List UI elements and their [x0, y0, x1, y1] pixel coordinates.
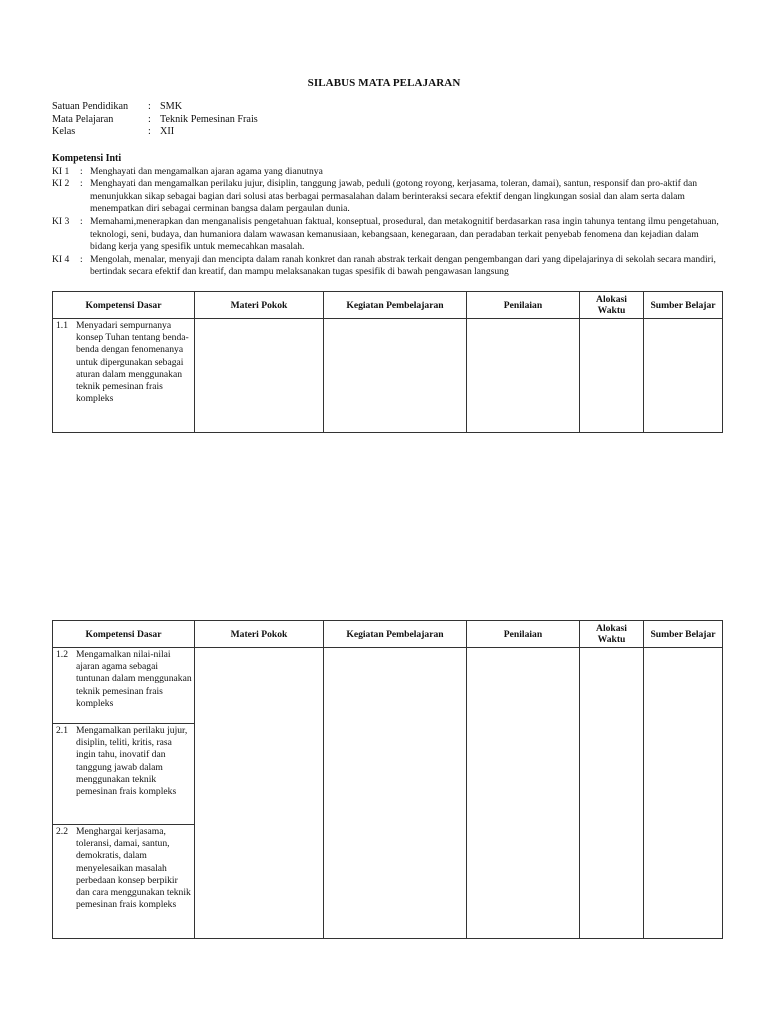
- kd-number: 1.2: [56, 649, 68, 660]
- ki-text: Menghayati dan mengamalkan perilaku jujur, disiplin, tanggung jawab, peduli (gotong royong, kerjasama, toleran, damai), santun, responsif dan pro-aktif dan menunjukkan sikap sebagai bagian dari solusi atas berbagai permasalahan dalam berinteraksi secara efektif dengan lingkungan sosial dan alam serta dalam menempatkan diri sebagai cerminan bangsa dalam pergaulan dunia.: [90, 178, 698, 215]
- header-kompetensi-dasar: Kompetensi Dasar: [53, 621, 195, 648]
- header-sumber-belajar: Sumber Belajar: [644, 292, 723, 319]
- ki-label: KI 4: [52, 253, 70, 265]
- meta-label: Kelas: [52, 126, 76, 137]
- table-row: [53, 319, 723, 433]
- meta-value: SMK: [160, 101, 183, 112]
- ki-colon: :: [80, 165, 83, 177]
- meta-value: XII: [160, 126, 175, 137]
- kompetensi-inti-section: [52, 153, 722, 279]
- ki-label: KI 3: [52, 215, 70, 227]
- ki-text: Memahami,menerapkan dan menganalisis pengetahuan faktual, konseptual, prosedural, dan metakognitif berdasarkan rasa ingin tahunya tentang ilmu pengetahuan, teknologi, seni, budaya, dan humaniora dalam wawasan kemanusiaan, kebangsaan, kenegaraan, dan peradaban terkait penyebab fenomena dan kejadian dalam bidang kerja yang spesifik untuk memecahkan masalah.: [90, 215, 719, 253]
- header-kegiatan-pembelajaran: Kegiatan Pembelajaran: [324, 292, 467, 319]
- materi-cell: [195, 648, 324, 939]
- alokasi-cell: [580, 319, 644, 433]
- header-penilaian: Penilaian: [467, 292, 580, 319]
- kegiatan-cell: [324, 319, 467, 433]
- kompetensi-inti-heading: Kompetensi Inti: [52, 153, 122, 164]
- penilaian-cell: [467, 648, 580, 939]
- kd-text: Mengamalkan perilaku jujur, disiplin, teliti, kritis, rasa ingin tahu, inovatif dan tanggung jawab dalam menggunakan teknik pemesinan frais kompleks: [76, 725, 188, 798]
- ki-item: [52, 216, 722, 254]
- table-row: [53, 648, 723, 724]
- meta-colon: :: [148, 113, 151, 125]
- header-kompetensi-dasar: Kompetensi Dasar: [53, 292, 195, 319]
- meta-value: Teknik Pemesinan Frais: [160, 113, 258, 125]
- ki-colon: :: [80, 215, 83, 227]
- ki-item: [52, 254, 722, 279]
- alokasi-cell: [580, 648, 644, 939]
- identity-block: [52, 101, 258, 139]
- header-alokasi-waktu: Alokasi Waktu: [580, 292, 644, 319]
- meta-row-satuan: [52, 101, 258, 114]
- kd-number: 2.2: [56, 826, 68, 837]
- meta-row-kelas: [52, 126, 258, 139]
- kd-number: 1.1: [56, 320, 68, 331]
- ki-text: Mengolah, menalar, menyaji dan mencipta dalam ranah konkret dan ranah abstrak terkait dengan pengembangan dari yang dipelajarinya di sekolah secara mandiri, bertindak secara efektif dan kreatif, dan mampu melaksanakan tugas spesifik di bawah pengawasan langsung: [90, 253, 716, 278]
- table-header-row: [53, 621, 723, 648]
- page-title: SILABUS MATA PELAJARAN: [307, 77, 461, 89]
- header-alokasi-waktu: Alokasi Waktu: [580, 621, 644, 648]
- meta-label: Mata Pelajaran: [52, 113, 114, 125]
- header-sumber-belajar: Sumber Belajar: [644, 621, 723, 648]
- sumber-cell: [644, 648, 723, 939]
- meta-colon: :: [148, 126, 151, 137]
- header-kegiatan-pembelajaran: Kegiatan Pembelajaran: [324, 621, 467, 648]
- sumber-cell: [644, 319, 723, 433]
- kd-text: Menghargai kerjasama, toleransi, damai, santun, demokratis, dalam menyelesaikan masalah perbedaan konsep berpikir dan cara menggunakan teknik pemesinan frais kompleks: [76, 826, 191, 911]
- header-materi-pokok: Materi Pokok: [195, 292, 324, 319]
- syllabus-table-1: [52, 291, 723, 433]
- kd-text: Mengamalkan nilai-nilai ajaran agama sebagai tuntunan dalam menggunakan teknik pemesinan frais kompleks: [76, 649, 192, 709]
- header-materi-pokok: Materi Pokok: [195, 621, 324, 648]
- ki-label: KI 2: [52, 178, 70, 190]
- kd-number: 2.1: [56, 725, 68, 736]
- kegiatan-cell: [324, 648, 467, 939]
- kd-cell: [53, 319, 195, 433]
- kd-cell: [53, 724, 195, 825]
- header-penilaian: Penilaian: [467, 621, 580, 648]
- ki-item: [52, 178, 722, 216]
- kd-text: Menyadari sempurnanya konsep Tuhan tentang benda-benda dengan fenomenanya untuk dipergunakan sebagai aturan dalam menggunakan teknik pemesinan frais kompleks: [76, 320, 189, 405]
- kd-cell: [53, 825, 195, 939]
- materi-cell: [195, 319, 324, 433]
- ki-text: Menghayati dan mengamalkan ajaran agama yang dianutnya: [90, 165, 323, 177]
- table-header-row: [53, 292, 723, 319]
- ki-colon: :: [80, 253, 83, 265]
- ki-colon: :: [80, 178, 83, 190]
- penilaian-cell: [467, 319, 580, 433]
- syllabus-table-2: [52, 620, 723, 939]
- meta-row-mapel: [52, 114, 258, 127]
- meta-colon: :: [148, 101, 151, 112]
- kd-cell: [53, 648, 195, 724]
- meta-label: Satuan Pendidikan: [52, 101, 129, 112]
- ki-label: KI 1: [52, 165, 70, 177]
- ki-item: [52, 166, 722, 179]
